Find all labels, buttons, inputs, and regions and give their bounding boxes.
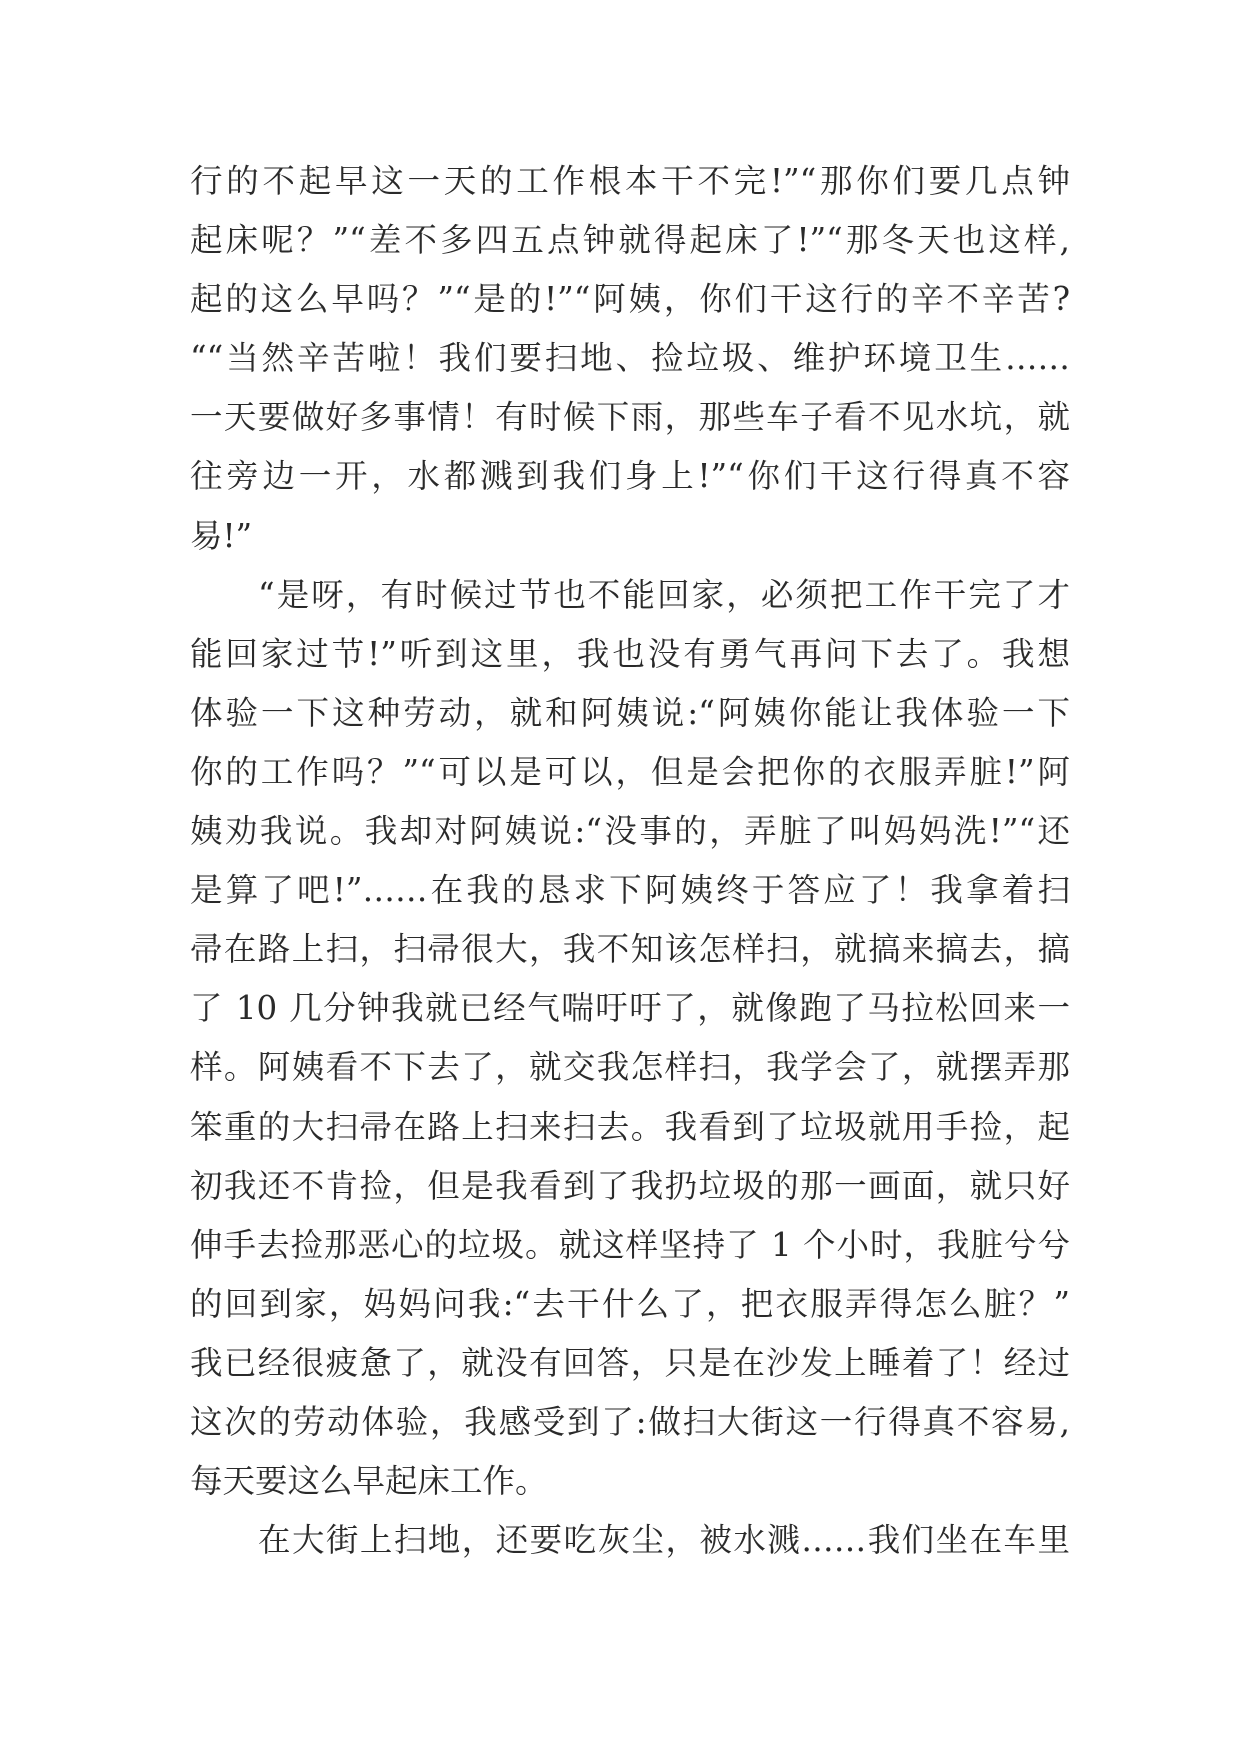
text-line: 起的这么早吗？”“是的!”“阿姨，你们干这行的辛不辛苦?	[190, 280, 1070, 319]
text-line: 帚在路上扫，扫帚很大，我不知该怎样扫，就搞来搞去，搞	[190, 930, 1070, 969]
paragraph-1	[190, 152, 1070, 566]
text-line: 能回家过节!”听到这里，我也没有勇气再问下去了。我想	[190, 634, 1070, 673]
text-line: 起床呢？”“差不多四五点钟就得起床了!”“那冬天也这样,	[190, 221, 1070, 260]
text-line: 伸手去捡那恶心的垃圾。就这样坚持了 1 个小时，我脏兮兮	[190, 1225, 1070, 1264]
text-line: 行的不起早这一天的工作根本干不完!”“那你们要几点钟	[190, 162, 1070, 200]
text-line: 是算了吧!”……在我的恳求下阿姨终于答应了！我拿着扫	[190, 871, 1070, 910]
text-line: 样。阿姨看不下去了，就交我怎样扫，我学会了，就摆弄那	[190, 1048, 1070, 1087]
paragraph-3	[190, 1511, 1070, 1570]
paragraph-2	[190, 566, 1070, 1512]
text-line: “是呀，有时候过节也不能回家，必须把工作干完了才	[258, 575, 1070, 614]
text-line: ““当然辛苦啦！我们要扫地、捡垃圾、维护环境卫生……	[190, 339, 1070, 378]
text-line: 的回到家，妈妈问我:“去干什么了，把衣服弄得怎么脏？”	[190, 1284, 1070, 1323]
text-line: 易!”	[190, 516, 253, 555]
text-line: 你的工作吗？”“可以是可以，但是会把你的衣服弄脏!”阿	[190, 752, 1070, 791]
text-line: 往旁边一开，水都溅到我们身上!”“你们干这行得真不容	[190, 457, 1070, 496]
text-line: 初我还不肯捡，但是我看到了我扔垃圾的那一画面，就只好	[190, 1166, 1070, 1205]
text-line: 一天要做好多事情！有时候下雨，那些车子看不见水坑，就	[190, 398, 1070, 437]
text-line: 了 10 几分钟我就已经气喘吁吁了，就像跑了马拉松回来一	[190, 989, 1070, 1028]
text-line: 姨劝我说。我却对阿姨说:“没事的，弄脏了叫妈妈洗!”“还	[190, 812, 1070, 851]
text-line: 笨重的大扫帚在路上扫来扫去。我看到了垃圾就用手捡，起	[190, 1107, 1070, 1146]
text-line: 每天要这么早起床工作。	[190, 1462, 548, 1501]
text-line: 这次的劳动体验，我感受到了:做扫大街这一行得真不容易,	[190, 1402, 1070, 1441]
body-text	[190, 152, 1070, 1570]
text-line: 体验一下这种劳动，就和阿姨说:“阿姨你能让我体验一下	[190, 693, 1070, 732]
text-line: 我已经很疲惫了，就没有回答，只是在沙发上睡着了！经过	[190, 1343, 1070, 1382]
text-line: 在大街上扫地，还要吃灰尘，被水溅……我们坐在车里	[258, 1521, 1070, 1560]
